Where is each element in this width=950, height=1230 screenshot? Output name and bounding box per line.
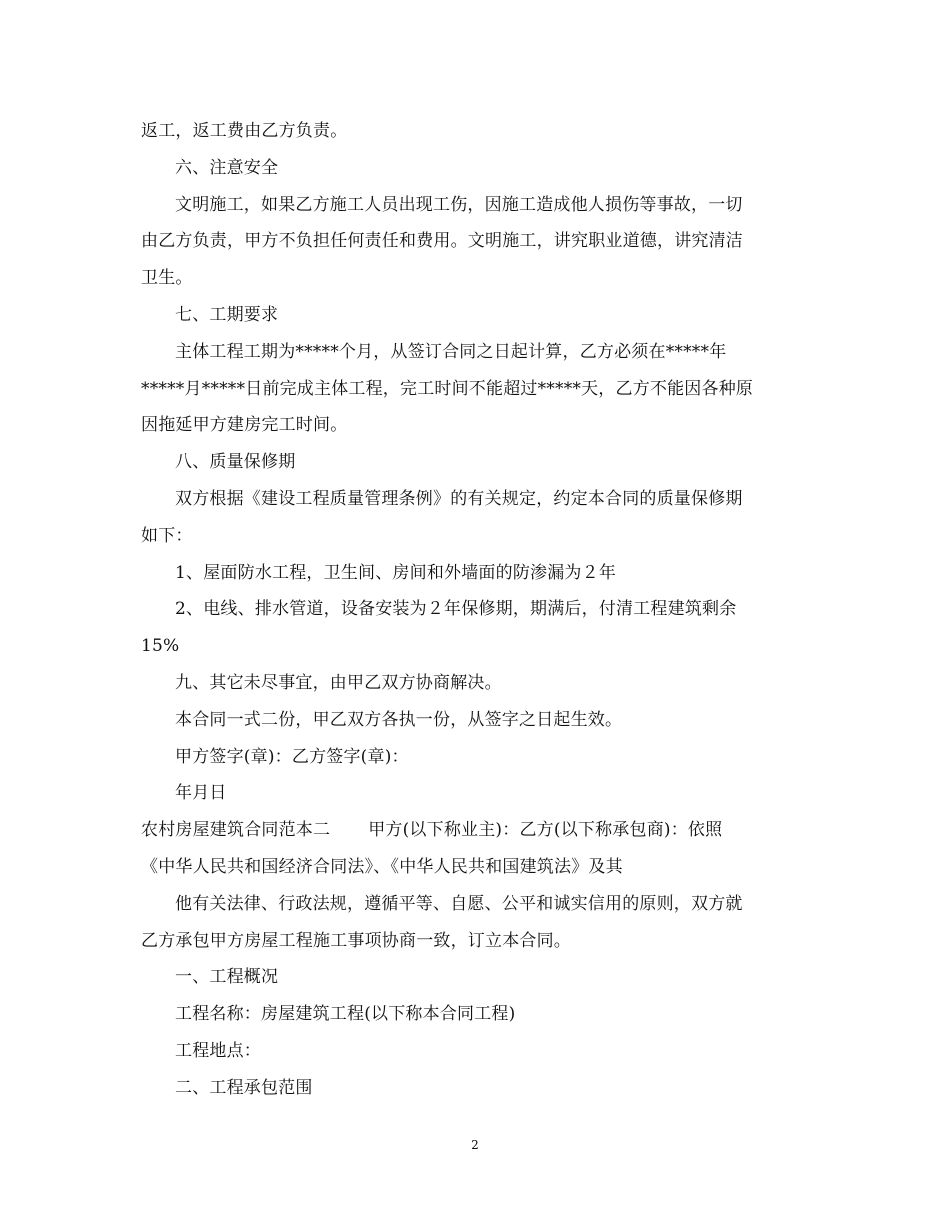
text-line: 返工，返工费由乙方负责。 — [141, 121, 348, 141]
section-heading-warranty: 八、质量保修期 — [175, 452, 296, 473]
text-line: 他有关法律、行政法规，遵循平等、自愿、公平和诚实信用的原则，双方就 — [175, 893, 743, 914]
text-line: 《中华人民共和国经济合同法》、《中华人民共和国建筑法》及其 — [141, 856, 623, 877]
text-line: 由乙方负责，甲方不负担任何责任和费用。文明施工，讲究职业道德，讲究清洁 — [141, 231, 743, 252]
signature-line: 甲方签字(章)：乙方签字(章)： — [175, 746, 409, 767]
text-line: 乙方承包甲方房屋工程施工事项协商一致，订立本合同。 — [141, 930, 571, 951]
text-line: 本合同一式二份，甲乙双方各执一份，从签字之日起生效。 — [175, 709, 623, 730]
text-line: 15% — [141, 636, 180, 657]
date-line: 年月日 — [175, 783, 227, 804]
parties-text: 甲方(以下称业主)：乙方(以下称承包商)：依照 — [368, 820, 723, 841]
contract-title: 农村房屋建筑合同范本二 — [141, 820, 331, 841]
text-line: 卫生。 — [141, 268, 193, 289]
section-heading-safety: 六、注意安全 — [175, 157, 279, 178]
section-heading-scope: 二、工程承包范围 — [175, 1077, 313, 1098]
list-item: 2、电线、排水管道，设备安装为２年保修期，期满后，付清工程建筑剩余 — [175, 599, 737, 620]
list-item: 1、屋面防水工程，卫生间、房间和外墙面的防渗漏为２年 — [175, 562, 617, 583]
section-heading-other: 九、其它未尽事宜，由甲乙双方协商解决。 — [175, 672, 502, 693]
text-line: 因拖延甲方建房完工时间。 — [141, 415, 348, 436]
contract-title-line — [141, 812, 811, 849]
text-line: 工程名称：房屋建筑工程(以下称本合同工程) — [175, 1004, 516, 1025]
section-heading-schedule: 七、工期要求 — [175, 304, 279, 325]
document-body — [141, 113, 811, 1107]
page-number: 2 — [471, 1138, 479, 1152]
text-line: 如下： — [141, 525, 193, 546]
text-line: *****月*****日前完成主体工程，完工时间不能超过*****天，乙方不能因各种原 — [141, 378, 754, 399]
text-line: 工程地点： — [175, 1040, 261, 1061]
section-heading-overview: 一、工程概况 — [175, 967, 279, 988]
text-line: 文明施工，如果乙方施工人员出现工伤，因施工造成他人损伤等事故，一切 — [175, 194, 743, 215]
text-line: 双方根据《建设工程质量管理条例》的有关规定，约定本合同的质量保修期 — [175, 488, 743, 509]
text-line: 主体工程工期为*****个月，从签订合同之日起计算，乙方必须在*****年 — [175, 341, 727, 362]
